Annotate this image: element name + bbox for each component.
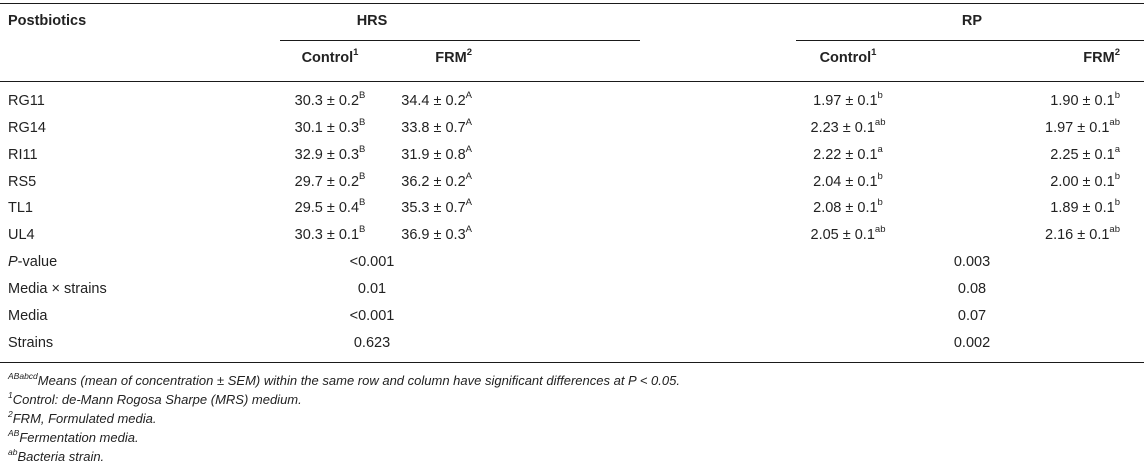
stat-label: Media × strains <box>8 281 107 297</box>
subheader-rp-control: Control$^1$ <box>819 47 877 66</box>
table-top-rule <box>0 3 1144 4</box>
cell-hrs-control: $30.3 \pm 0.1^B$ <box>294 224 366 243</box>
cell-rp-frm: 1.89 ± 0.1$^b$ <box>1050 197 1120 216</box>
cell-hrs-frm: $33.8 \pm 0.7^A$ <box>401 117 472 136</box>
row-label: TL1 <box>8 200 33 216</box>
cell-hrs-control: $30.3 \pm 0.2^B$ <box>294 90 366 109</box>
stat-rp-value: 0.002 <box>953 335 991 351</box>
subheader-hrs-control: Control$^1$ <box>301 47 359 66</box>
row-label: RG11 <box>8 93 45 109</box>
subheader-rp-frm: FRM$^2$ <box>1083 47 1120 66</box>
header-bottom-rule <box>0 81 1144 82</box>
cell-hrs-frm: $34.4 \pm 0.2^A$ <box>401 90 472 109</box>
footnote-significance: $^{ABabcd}$Means (mean of concentration ± SEM) within the same row and column have significant differences at P < 0.05. <box>8 370 680 388</box>
cell-rp-frm: 1.90 ± 0.1$^b$ <box>1050 90 1120 109</box>
cell-rp-frm: 2.25 ± 0.1$^a$ <box>1050 144 1120 163</box>
stat-label: P-value <box>8 254 58 270</box>
column-header-postbiotics: Postbiotics <box>8 13 87 29</box>
row-label: UL4 <box>8 227 35 243</box>
cell-hrs-control: $29.7 \pm 0.2^B$ <box>294 171 366 190</box>
cell-hrs-control: $32.9 \pm 0.3^B$ <box>294 144 366 163</box>
stat-label: Strains <box>8 335 54 351</box>
row-label: RG14 <box>8 120 46 136</box>
stat-hrs-value: <0.001 <box>349 254 395 270</box>
cell-rp-control: 1.97 ± 0.1$^b$ <box>813 90 883 109</box>
rp-group-underline <box>796 40 1144 41</box>
stat-hrs-value: 0.623 <box>353 335 391 351</box>
footnote-control: $^1$Control: de-Mann Rogosa Sharpe (MRS) medium. <box>8 389 302 407</box>
cell-rp-control: 2.05 ± 0.1$^{ab}$ <box>810 224 886 243</box>
cell-hrs-frm: $35.3 \pm 0.7^A$ <box>401 197 472 216</box>
cell-rp-frm: 1.97 ± 0.1$^{ab}$ <box>1045 117 1120 136</box>
group-header-rp: RP <box>961 13 983 29</box>
cell-rp-control: 2.22 ± 0.1$^a$ <box>813 144 883 163</box>
cell-hrs-control: $30.1 \pm 0.3^B$ <box>294 117 366 136</box>
table-bottom-rule <box>0 362 1144 363</box>
cell-hrs-control: $29.5 \pm 0.4^B$ <box>294 197 366 216</box>
cell-hrs-frm: $36.2 \pm 0.2^A$ <box>401 171 472 190</box>
stat-hrs-value: 0.01 <box>357 281 387 297</box>
footnote-bacteria-strain: $^{ab}$Bacteria strain. <box>8 446 105 464</box>
stat-rp-value: 0.08 <box>957 281 987 297</box>
cell-hrs-frm: $31.9 \pm 0.8^A$ <box>401 144 472 163</box>
cell-rp-control: 2.08 ± 0.1$^b$ <box>813 197 883 216</box>
cell-rp-control: 2.04 ± 0.1$^b$ <box>813 171 883 190</box>
group-header-hrs: HRS <box>356 13 388 29</box>
stat-rp-value: 0.07 <box>957 308 987 324</box>
hrs-group-underline <box>280 40 640 41</box>
footnote-fermentation-media: $^{AB}$Fermentation media. <box>8 427 139 445</box>
cell-rp-frm: 2.16 ± 0.1$^{ab}$ <box>1045 224 1120 243</box>
subheader-hrs-frm: FRM$^2$ <box>435 47 472 66</box>
stat-rp-value: 0.003 <box>953 254 991 270</box>
stat-label: Media <box>8 308 48 324</box>
stat-hrs-value: <0.001 <box>349 308 395 324</box>
row-label: RS5 <box>8 174 37 190</box>
cell-rp-control: 2.23 ± 0.1$^{ab}$ <box>810 117 886 136</box>
cell-rp-frm: 2.00 ± 0.1$^b$ <box>1050 171 1120 190</box>
footnote-frm: $^2$FRM, Formulated media. <box>8 408 157 426</box>
cell-hrs-frm: $36.9 \pm 0.3^A$ <box>401 224 472 243</box>
row-label: RI11 <box>8 147 38 163</box>
